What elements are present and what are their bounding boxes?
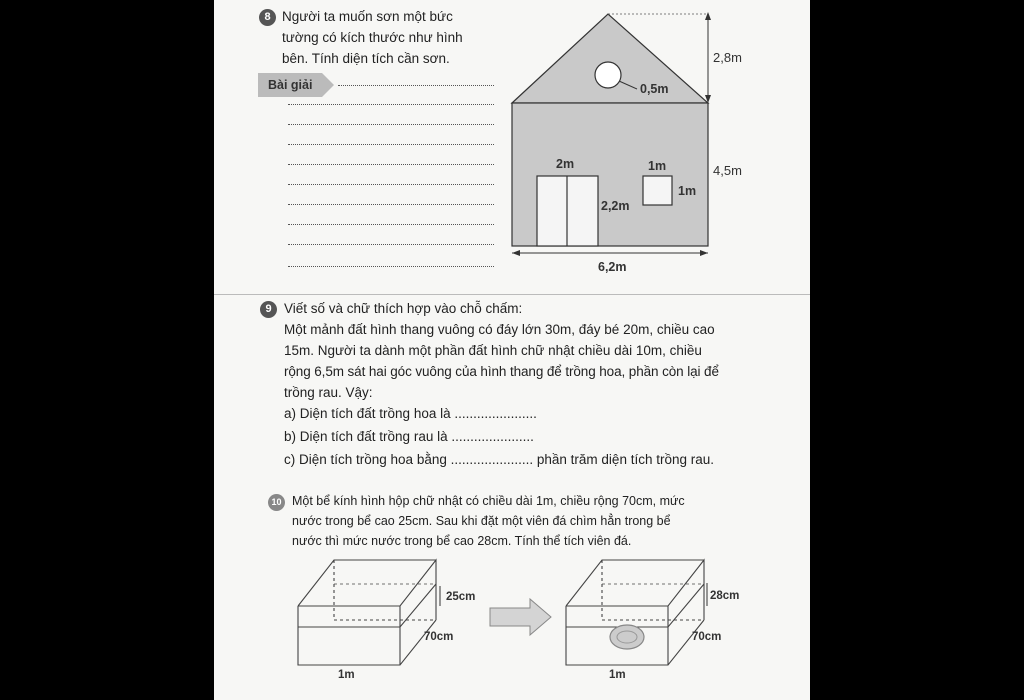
left-tank xyxy=(298,560,436,665)
problem-9-line-2: 15m. Người ta dành một phần đất hình chữ nhật chiều dài 10m, chiều xyxy=(284,343,702,358)
window-width-label: 1m xyxy=(648,159,667,173)
problem-8-line-1: Người ta muốn sơn một bức xyxy=(282,9,453,24)
answer-line[interactable] xyxy=(288,164,494,165)
answer-line[interactable] xyxy=(288,124,494,125)
answer-line[interactable] xyxy=(288,266,494,267)
left-water-label: 25cm xyxy=(446,591,476,603)
round-window xyxy=(595,62,621,88)
roof-height-label: 2,8m xyxy=(713,50,742,65)
left-length-label: 1m xyxy=(338,669,355,681)
wall-height-label: 4,5m xyxy=(713,163,742,178)
door-height-label: 2,2m xyxy=(601,199,630,213)
problem-9-item-b xyxy=(284,426,534,447)
item-b-blank[interactable]: ...................... xyxy=(451,429,534,444)
problem-10-line-2: nước trong bể cao 25cm. Sau khi đặt một viên đá chìm hẳn trong bể xyxy=(292,514,671,528)
transition-arrow xyxy=(490,599,551,635)
answer-line[interactable] xyxy=(338,85,494,86)
problem-8-line-2: tường có kích thước như hình xyxy=(282,30,463,45)
left-width-label: 70cm xyxy=(424,631,454,643)
answer-line[interactable] xyxy=(288,184,494,185)
problem-10-line-1: Một bể kính hình hộp chữ nhật có chiều dài 1m, chiều rộng 70cm, mức xyxy=(292,494,685,508)
problem-9-line-4: trồng rau. Vậy: xyxy=(284,385,373,400)
house-roof xyxy=(512,14,708,103)
solution-label: Bài giải xyxy=(268,78,313,92)
item-a-blank[interactable]: ...................... xyxy=(454,406,537,421)
problem-9-line-3: rộng 6,5m sát hai góc vuông của hình thang để trồng hoa, phần còn lại để xyxy=(284,364,719,379)
circle-radius-label: 0,5m xyxy=(640,82,669,96)
right-tank xyxy=(566,560,704,665)
item-b-text: b) Diện tích đất trồng rau là xyxy=(284,429,452,444)
answer-line[interactable] xyxy=(288,244,494,245)
problem-8-line-3: bên. Tính diện tích cần sơn. xyxy=(282,51,450,66)
door-width-label: 2m xyxy=(556,157,575,171)
item-c-blank[interactable]: ...................... xyxy=(450,452,534,467)
right-width-label: 70cm xyxy=(692,631,722,643)
arrowhead xyxy=(700,250,708,256)
item-a-text: a) Diện tích đất trồng hoa là xyxy=(284,406,455,421)
window-height-label: 1m xyxy=(678,184,697,198)
arrowhead xyxy=(705,12,711,20)
answer-line[interactable] xyxy=(288,144,494,145)
answer-line[interactable] xyxy=(288,224,494,225)
answer-line[interactable] xyxy=(288,204,494,205)
right-length-label: 1m xyxy=(609,669,626,681)
square-window xyxy=(643,176,672,205)
problem-10-number: 10 xyxy=(268,494,285,511)
problem-9-title: Viết số và chữ thích hợp vào chỗ chấm: xyxy=(284,301,523,316)
problem-9-line-1: Một mảnh đất hình thang vuông có đáy lớn 30m, đáy bé 20m, chiều cao xyxy=(284,322,715,337)
problem-10-line-3: nước thì mức nước trong bể cao 28cm. Tính thể tích viên đá. xyxy=(292,534,632,548)
stone xyxy=(610,625,644,649)
answer-line[interactable] xyxy=(288,104,494,105)
problem-9-item-c xyxy=(284,449,714,470)
right-water-label: 28cm xyxy=(710,590,740,602)
arrowhead xyxy=(512,250,520,256)
item-c-after: phần trăm diện tích trồng rau. xyxy=(533,452,714,467)
problem-9-item-a xyxy=(284,403,537,424)
problem-8-number: 8 xyxy=(259,9,276,26)
item-c-text: c) Diện tích trồng hoa bằng xyxy=(284,452,451,467)
problem-9-number: 9 xyxy=(260,301,277,318)
base-length-label: 6,2m xyxy=(598,260,627,274)
